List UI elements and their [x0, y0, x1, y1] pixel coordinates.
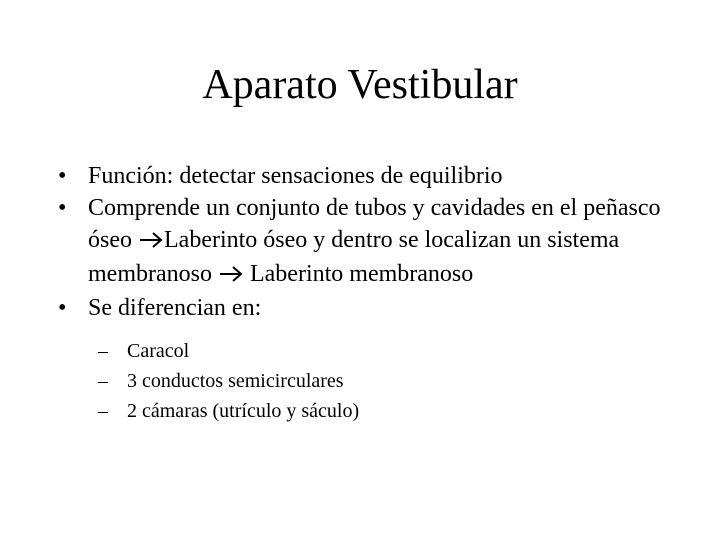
sub-bullet-marker: –	[98, 400, 108, 422]
bullet-text-part-1: Comprende un conjunto de tubos y cavidades en el peñasco óseo	[88, 195, 661, 253]
bullet-list	[58, 160, 698, 426]
sub-bullet-marker: –	[98, 340, 108, 362]
sub-item-text: 2 cámaras (utrículo y sáculo)	[127, 400, 360, 422]
sub-bullet-marker: –	[98, 370, 108, 392]
bullet-text: Se diferencian en:	[88, 295, 262, 321]
right-arrow-icon	[138, 226, 164, 258]
sub-item-text: 3 conductos semicirculares	[127, 370, 344, 392]
bullet-text-part-2: Laberinto óseo y dentro se localizan un sistema membranoso	[88, 227, 620, 287]
bullet-marker: •	[58, 163, 67, 189]
bullet-funcion	[58, 160, 698, 192]
bullet-marker: •	[58, 195, 67, 221]
bullet-diferencian	[58, 292, 698, 426]
sub-item-caracol	[98, 336, 698, 366]
bullet-text: Función: detectar sensaciones de equilibrio	[88, 163, 503, 189]
right-arrow-icon	[218, 260, 244, 292]
bullet-comprende	[58, 192, 698, 292]
bullet-text-part-3: Laberinto membranoso	[243, 261, 474, 287]
sub-bullet-list	[88, 336, 698, 426]
slide-title: Aparato Vestibular	[202, 62, 518, 108]
sub-item-text: Caracol	[127, 340, 190, 362]
sub-item-conductos	[98, 366, 698, 396]
bullet-marker: •	[58, 295, 67, 321]
sub-item-camaras	[98, 396, 698, 426]
